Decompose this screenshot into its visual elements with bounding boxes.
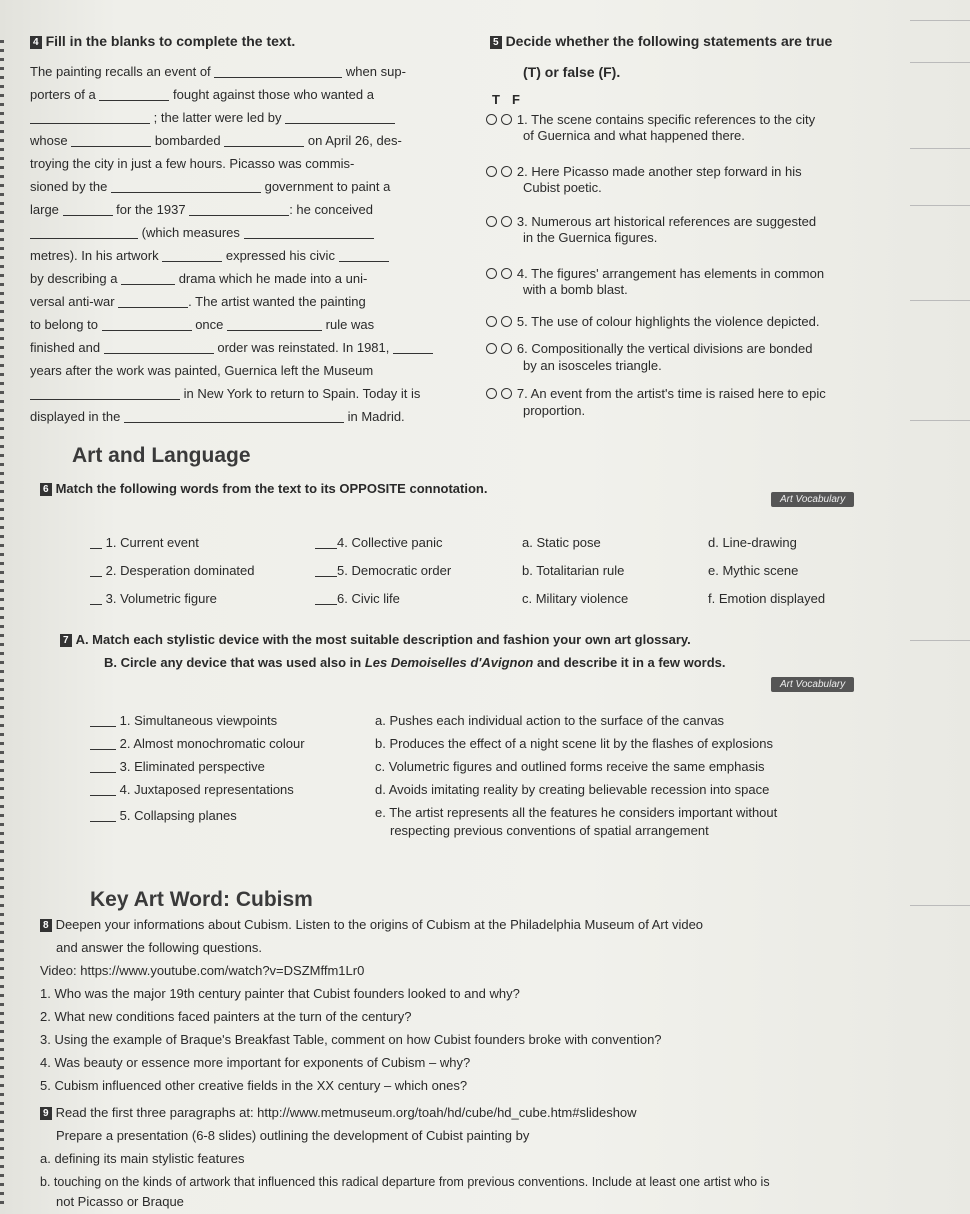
tf-item-1-cont: of Guernica and what happened there.: [523, 128, 745, 143]
match-right-b3: f. Emotion displayed: [708, 591, 826, 606]
match-right-a1: a. Static pose: [522, 535, 601, 550]
question-2: 2. What new conditions faced painters at the turn of the century?: [40, 1009, 412, 1024]
device-2: 2. Almost monochromatic colour: [90, 736, 305, 752]
false-radio[interactable]: [501, 343, 512, 354]
match-right-b2: e. Mythic scene: [708, 563, 799, 578]
tf-item-5: 5. The use of colour highlights the violence depicted.: [486, 313, 819, 331]
tf-item-3-cont: in the Guernica figures.: [523, 230, 658, 245]
false-radio[interactable]: [501, 216, 512, 227]
device-4: 4. Juxtaposed representations: [90, 782, 294, 798]
art-vocabulary-badge-2: Art Vocabulary: [771, 677, 854, 692]
fill-line-11: versal anti-war . The artist wanted the painting: [30, 294, 366, 309]
tf-item-6: 6. Compositionally the vertical divisions are bonded: [486, 340, 812, 358]
description-e: e. The artist represents all the features he considers important without: [375, 805, 778, 820]
description-d: d. Avoids imitating reality by creating believable recession into space: [375, 782, 770, 797]
true-radio[interactable]: [486, 268, 497, 279]
video-link[interactable]: Video: https://www.youtube.com/watch?v=DSZMffm1Lr0: [40, 963, 365, 978]
tf-item-2-cont: Cubist poetic.: [523, 180, 602, 195]
tf-item-2: 2. Here Picasso made another step forward in his: [486, 163, 802, 181]
match-mid-1: 4. Collective panic: [315, 535, 443, 551]
key-word-title: Key Art Word: Cubism: [90, 888, 313, 911]
match-left-3: 3. Volumetric figure: [90, 591, 217, 607]
fill-heading: 4 Fill in the blanks to complete the text.: [30, 33, 295, 49]
question-5: 5. Cubism influenced other creative fields in the XX century – which ones?: [40, 1078, 468, 1093]
false-radio[interactable]: [501, 316, 512, 327]
fill-line-10: by describing a drama which he made into a uni-: [30, 271, 368, 286]
q9-line-1: 9 Read the first three paragraphs at: http://www.metmuseum.org/toah/hd/cube/hd_cube.htm#slideshow: [40, 1105, 637, 1121]
description-a: a. Pushes each individual action to the surface of the canvas: [375, 713, 725, 728]
q8-line-1: 8 Deepen your informations about Cubism. Listen to the origins of Cubism at the Philadelphia Museum of Art video: [40, 917, 703, 933]
match-mid-2: 5. Democratic order: [315, 563, 451, 579]
question-4: 4. Was beauty or essence more important for exponents of Cubism – why?: [40, 1055, 471, 1070]
fill-line-15: in New York to return to Spain. Today it is: [30, 386, 420, 402]
device-5: 5. Collapsing planes: [90, 808, 237, 824]
match-right-a2: b. Totalitarian rule: [522, 563, 625, 578]
tf-item-4: 4. The figures' arrangement has elements in common: [486, 265, 824, 283]
false-radio[interactable]: [501, 166, 512, 177]
true-radio[interactable]: [486, 216, 497, 227]
match-left-1: 1. Current event: [90, 535, 199, 551]
tf-false-label: F: [512, 92, 520, 107]
art-vocabulary-badge: Art Vocabulary: [771, 492, 854, 507]
tf-heading-2: (T) or false (F).: [523, 64, 621, 80]
fill-line-6: sioned by the government to paint a: [30, 179, 391, 194]
stylistic-heading-a: 7 A. Match each stylistic device with the most suitable description and fashion your own art glossary.: [60, 632, 691, 648]
true-radio[interactable]: [486, 388, 497, 399]
tf-true-label: T: [492, 92, 500, 107]
description-b: b. Produces the effect of a night scene lit by the flashes of explosions: [375, 736, 773, 751]
tf-heading: 5 Decide whether the following statements are true: [490, 33, 832, 49]
fill-line-9: metres). In his artwork expressed his civic: [30, 248, 389, 264]
fill-line-7: large for the 1937 : he conceived: [30, 202, 374, 217]
question-1: 1. Who was the major 19th century painter that Cubist founders looked to and why?: [40, 986, 520, 1001]
match-mid-3: 6. Civic life: [315, 591, 400, 607]
fill-line-14: years after the work was painted, Guernica left the Museum: [30, 363, 374, 378]
tf-item-7-cont: proportion.: [523, 403, 586, 418]
q9-line-2: Prepare a presentation (6-8 slides) outlining the development of Cubist painting by: [56, 1128, 530, 1143]
false-radio[interactable]: [501, 388, 512, 399]
fill-line-1: The painting recalls an event of when sup-: [30, 64, 406, 79]
question-3: 3. Using the example of Braque's Breakfast Table, comment on how Cubist founders broke with convention?: [40, 1032, 662, 1047]
tf-item-7: 7. An event from the artist's time is raised here to epic: [486, 385, 826, 403]
tf-item-1: 1. The scene contains specific references to the city: [486, 111, 815, 129]
fill-line-4: whose bombarded on April 26, des-: [30, 133, 402, 148]
match-right-b1: d. Line-drawing: [708, 535, 797, 550]
fill-line-2: porters of a fought against those who wanted a: [30, 87, 374, 102]
match-left-2: 2. Desperation dominated: [90, 563, 255, 579]
q9-a: a. defining its main stylistic features: [40, 1151, 245, 1166]
fill-line-8: (which measures: [30, 225, 374, 241]
fill-line-13: finished and order was reinstated. In 1981,: [30, 340, 433, 356]
fill-line-3: ; the latter were led by: [30, 110, 395, 126]
q9-b: b. touching on the kinds of artwork that influenced this radical departure from previous conventions. Include at least one artist who is: [40, 1175, 770, 1189]
fill-line-12: to belong to once rule was: [30, 317, 375, 332]
tf-item-4-cont: with a bomb blast.: [523, 282, 628, 297]
description-c: c. Volumetric figures and outlined forms receive the same emphasis: [375, 759, 765, 774]
description-e-cont: respecting previous conventions of spatial arrangement: [390, 823, 709, 838]
tf-item-3: 3. Numerous art historical references are suggested: [486, 213, 816, 231]
false-radio[interactable]: [501, 114, 512, 125]
match-heading: 6 Match the following words from the text to its OPPOSITE connotation.: [40, 481, 487, 497]
tf-item-6-cont: by an isosceles triangle.: [523, 358, 662, 373]
binding-dots: [0, 40, 4, 1210]
device-1: 1. Simultaneous viewpoints: [90, 713, 277, 729]
true-radio[interactable]: [486, 343, 497, 354]
q8-line-2: and answer the following questions.: [56, 940, 262, 955]
fill-line-5: troying the city in just a few hours. Picasso was commis-: [30, 156, 355, 171]
stylistic-heading-b: B. Circle any device that was used also in Les Demoiselles d'Avignon and describe it in a few words.: [104, 655, 726, 670]
true-radio[interactable]: [486, 166, 497, 177]
q9-b-cont: not Picasso or Braque: [56, 1194, 184, 1209]
device-3: 3. Eliminated perspective: [90, 759, 265, 775]
true-radio[interactable]: [486, 316, 497, 327]
true-radio[interactable]: [486, 114, 497, 125]
false-radio[interactable]: [501, 268, 512, 279]
match-right-a3: c. Military violence: [522, 591, 629, 606]
art-language-title: Art and Language: [72, 444, 251, 467]
fill-line-16: displayed in the in Madrid.: [30, 409, 405, 424]
